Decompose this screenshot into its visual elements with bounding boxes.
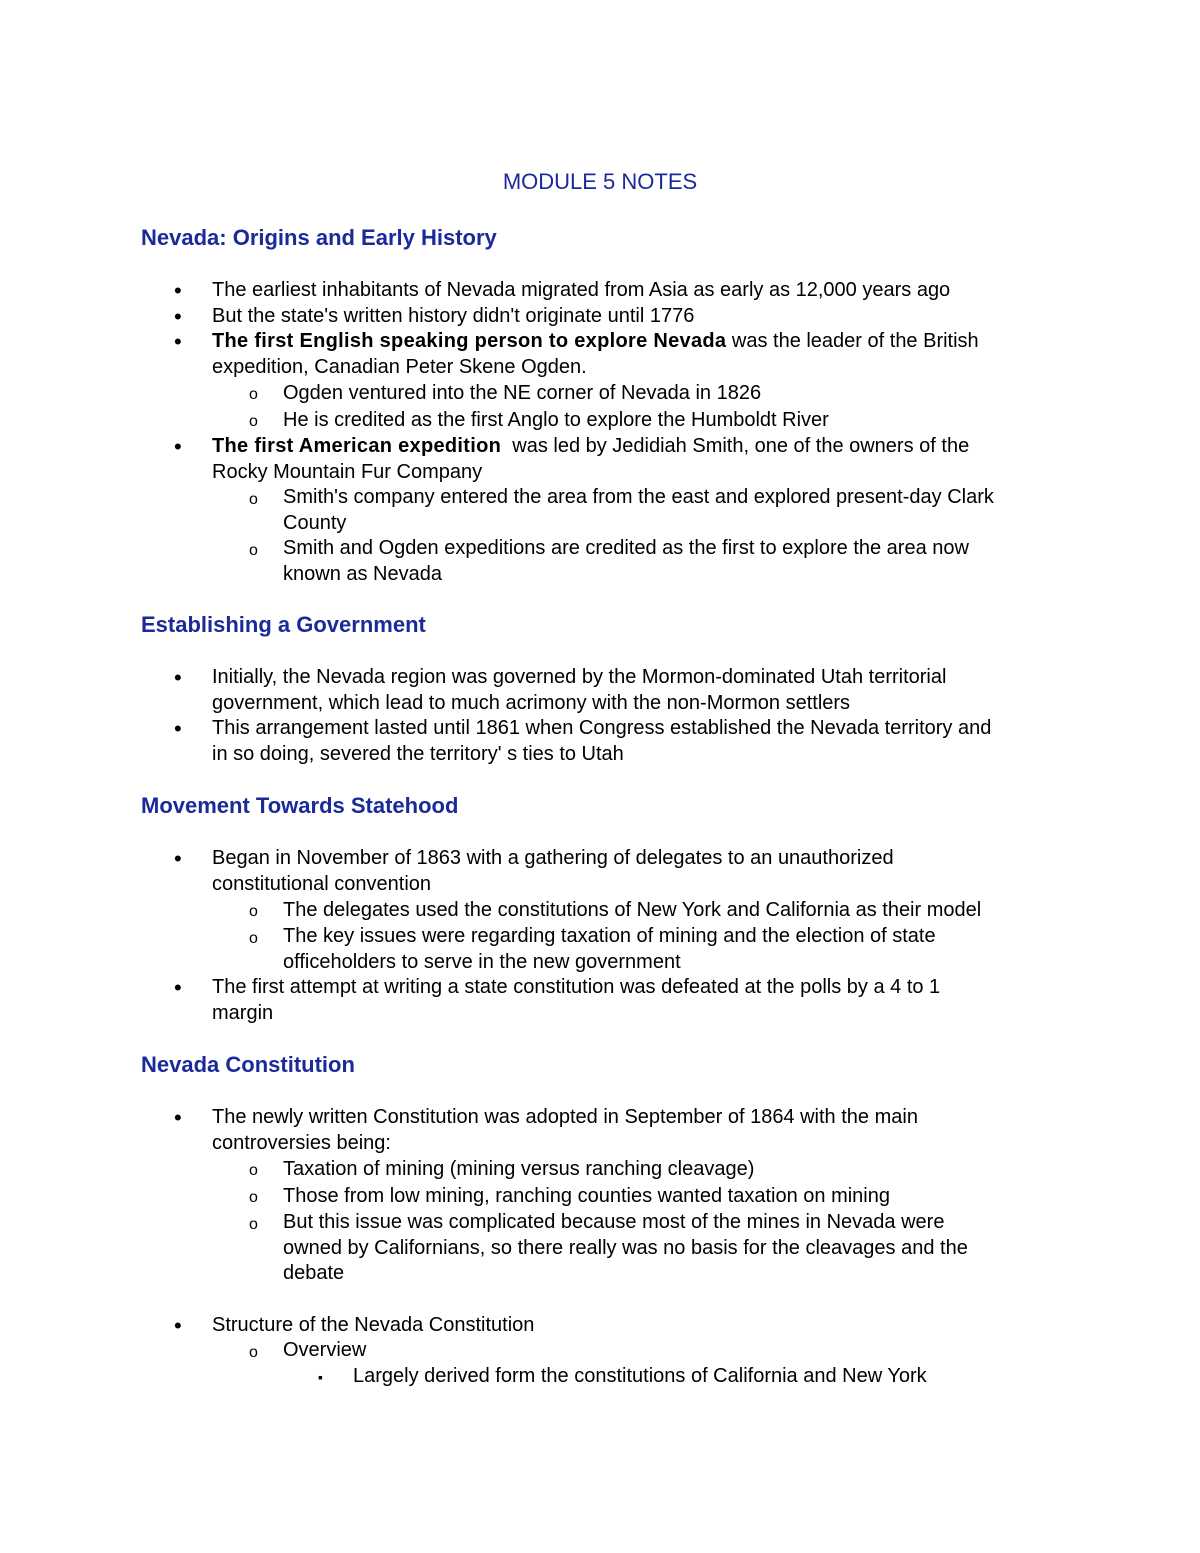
- square-bullet-icon: ▪: [318, 1368, 323, 1385]
- list-item-text-continued: officeholders to serve in the new government: [283, 950, 681, 973]
- government-list: [0, 665, 1200, 767]
- list-item: [0, 1183, 1200, 1210]
- list-item: [0, 924, 1200, 975]
- list-item-text-continued: Rocky Mountain Fur Company: [212, 460, 483, 483]
- circle-bullet-icon: o: [249, 1216, 258, 1233]
- list-item-text: Smith's company entered the area from the east and explored present-day Clark: [283, 486, 994, 508]
- origins-list: [0, 278, 1200, 587]
- list-item: [0, 329, 1200, 380]
- list-item: [0, 975, 1200, 1026]
- circle-bullet-icon: o: [249, 491, 258, 508]
- list-item: [0, 407, 1200, 434]
- list-item-text: Began in November of 1863 with a gathering of delegates to an unauthorized: [212, 847, 894, 869]
- list-item-text-continued: known as Nevada: [283, 562, 442, 585]
- list-item-text: Smith and Ogden expeditions are credited as the first to explore the area now: [283, 537, 969, 559]
- list-item: [0, 1156, 1200, 1183]
- list-item-text: He is credited as the first Anglo to explore the Humboldt River: [283, 409, 829, 431]
- list-item: [0, 380, 1200, 407]
- list-item-text: The first attempt at writing a state constitution was defeated at the polls by a 4 to 1: [212, 976, 941, 998]
- document-title: MODULE 5 NOTES: [502, 169, 698, 194]
- list-item-text: Structure of the Nevada Constitution: [212, 1313, 535, 1336]
- list-item: [0, 536, 1200, 587]
- list-item-text: Largely derived form the constitutions of California and New York: [353, 1364, 927, 1387]
- list-item: [0, 665, 1200, 716]
- list-item-text-continued: expedition, Canadian Peter Skene Ogden.: [212, 355, 587, 378]
- list-item: [0, 278, 1200, 304]
- bullet-icon: •: [174, 329, 182, 354]
- list-item-text-continued: in so doing, severed the territory' s ties to Utah: [212, 742, 624, 765]
- bullet-icon: •: [174, 303, 182, 329]
- section-heading-origins: Nevada: Origins and Early History: [141, 225, 497, 250]
- list-item: [0, 1338, 1200, 1364]
- list-item-text: But the state's written history didn't originate until 1776: [212, 304, 695, 327]
- list-item: [0, 1364, 1200, 1390]
- bullet-icon: •: [174, 1312, 182, 1338]
- list-item-text: But this issue was complicated because most of the mines in Nevada were: [283, 1211, 945, 1233]
- list-item: [0, 716, 1200, 767]
- list-item-text: Overview: [283, 1339, 367, 1361]
- circle-bullet-icon: o: [249, 903, 258, 920]
- list-item: [0, 846, 1200, 897]
- list-item: [0, 897, 1200, 924]
- list-item-text: This arrangement lasted until 1861 when Congress established the Nevada territory and: [212, 717, 992, 739]
- list-item-text: was the leader of the British: [726, 330, 979, 352]
- circle-bullet-icon: o: [249, 413, 258, 430]
- list-item-text-continued: controversies being:: [212, 1131, 391, 1154]
- circle-bullet-icon: o: [249, 386, 258, 403]
- circle-bullet-icon: o: [249, 1189, 258, 1206]
- list-item-text-continued: margin: [212, 1001, 274, 1024]
- list-item-text: was led by Jedidiah Smith, one of the owners of the: [501, 435, 970, 457]
- bullet-icon: •: [174, 434, 182, 459]
- section-heading-constitution: Nevada Constitution: [141, 1052, 355, 1077]
- list-item-text: The earliest inhabitants of Nevada migrated from Asia as early as 12,000 years ago: [212, 279, 951, 301]
- list-item: [0, 1105, 1200, 1156]
- list-item-text: Those from low mining, ranching counties wanted taxation on mining: [283, 1185, 890, 1207]
- list-item: [0, 1210, 1200, 1287]
- list-item: [0, 304, 1200, 330]
- list-item-text: The delegates used the constitutions of New York and California as their model: [283, 899, 982, 921]
- list-item-text-continued: County: [283, 511, 347, 534]
- list-item-text-continued: owned by Californians, so there really was no basis for the cleavages and the: [283, 1236, 968, 1259]
- circle-bullet-icon: o: [249, 1344, 258, 1361]
- list-item-text-continued: constitutional convention: [212, 872, 432, 895]
- list-item: [0, 485, 1200, 536]
- circle-bullet-icon: o: [249, 930, 258, 947]
- bullet-icon: •: [174, 665, 182, 690]
- statehood-list: [0, 846, 1200, 1026]
- section-heading-statehood: Movement Towards Statehood: [141, 793, 459, 818]
- bullet-icon: •: [174, 716, 182, 741]
- list-item-text-continued: debate: [283, 1262, 345, 1284]
- bullet-icon: •: [174, 278, 182, 303]
- list-item-text: Taxation of mining (mining versus ranching cleavage): [283, 1158, 755, 1180]
- circle-bullet-icon: o: [249, 1162, 258, 1179]
- list-item: [0, 1313, 1200, 1339]
- list-item-text: Initially, the Nevada region was governed by the Mormon-dominated Utah territorial: [212, 666, 947, 688]
- bullet-icon: •: [174, 846, 182, 871]
- section-heading-government: Establishing a Government: [141, 612, 426, 637]
- list-item: [0, 434, 1200, 485]
- circle-bullet-icon: o: [249, 542, 258, 559]
- list-item-bold-lead: The first American expedition: [212, 435, 502, 457]
- list-item-text: Ogden ventured into the NE corner of Nevada in 1826: [283, 382, 762, 404]
- list-item-text: The newly written Constitution was adopted in September of 1864 with the main: [212, 1106, 918, 1128]
- list-item-text-continued: government, which lead to much acrimony with the non-Mormon settlers: [212, 691, 851, 714]
- constitution-list: [0, 1105, 1200, 1389]
- list-item-text: The key issues were regarding taxation of mining and the election of state: [283, 925, 936, 947]
- list-item-bold-lead: The first English speaking person to explore Nevada: [212, 330, 727, 352]
- bullet-icon: •: [174, 975, 182, 1000]
- bullet-icon: •: [174, 1105, 182, 1130]
